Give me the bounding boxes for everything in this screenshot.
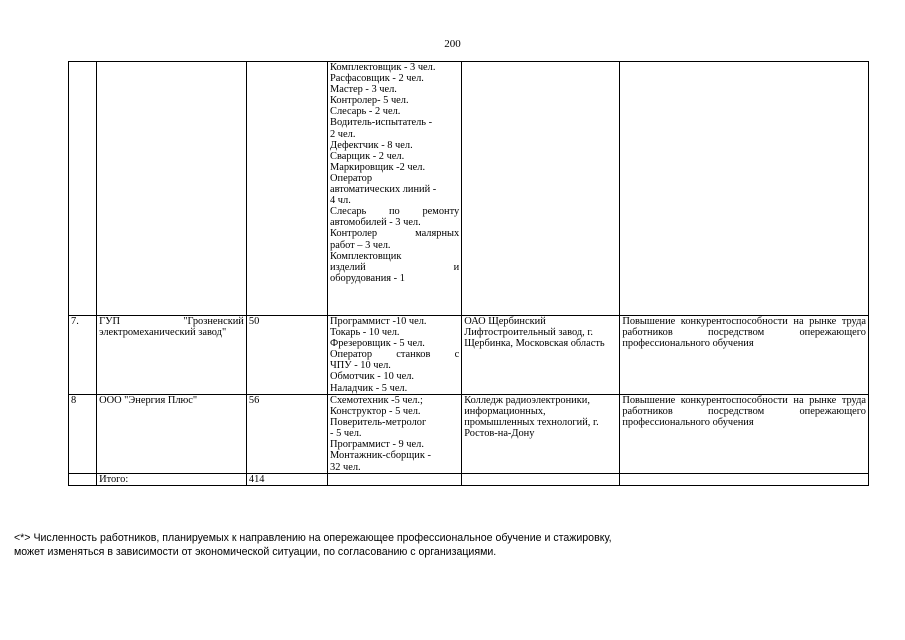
profession-line: Фрезеровщик - 5 чел. [330, 338, 425, 350]
profession-line: Мастер - 3 чел. [330, 84, 397, 96]
profession-line: Оператор станков с [330, 349, 460, 361]
profession-line: Контролер малярных [330, 228, 460, 240]
cell-org: ГУП "Грозненский электромеханический завод" [97, 316, 247, 395]
cell-org [97, 62, 247, 316]
profession-line: Сварщик - 2 чел. [330, 150, 405, 162]
cell-num: 8 [69, 395, 97, 474]
cell-training-org [462, 474, 620, 486]
profession-line: автомобилей - 3 чел. [330, 217, 421, 229]
total-value: 414 [246, 474, 327, 486]
profession-line: Обмотчик - 10 чел. [330, 371, 414, 383]
profession-line: Слесарь по ремонту [330, 206, 460, 218]
cell-professions [328, 395, 462, 474]
profession-line: оборудования - 1 [330, 272, 405, 284]
cell-num [69, 62, 97, 316]
table-row-7 [69, 316, 869, 395]
cell-professions [328, 474, 462, 486]
profession-line: Контролер- 5 чел. [330, 95, 409, 107]
profession-line: 2 чел. [330, 128, 356, 140]
table-row-continued [69, 62, 869, 316]
profession-line: Комплектовщик - 3 чел. [330, 62, 436, 73]
profession-line: 32 чел. [330, 461, 361, 473]
footnote [14, 531, 612, 559]
profession-line: Программист - 9 чел. [330, 439, 424, 451]
profession-line: - 5 чел. [330, 428, 362, 440]
profession-line: ЧПУ - 10 чел. [330, 360, 391, 372]
cell-goal: Повышение конкурентоспособности на рынке труда работников посредством опережающего профессионального обучения [620, 395, 869, 474]
training-table [68, 61, 869, 486]
cell-goal: Повышение конкурентоспособности на рынке труда работников посредством опережающего профессионального обучения [620, 316, 869, 395]
footnote-line-1: <*> Численность работников, планируемых к направлению на опережающее профессиональное обучение и стажировку, [14, 532, 612, 544]
page-number: 200 [444, 38, 461, 50]
profession-line: Водитель-испытатель - [330, 117, 433, 129]
profession-line: 4 чл. [330, 195, 351, 207]
cell-training-org: Колледж радиоэлектроники, информационных, промышленных технологий, г. Ростов-на-Дону [462, 395, 620, 474]
cell-training-org: ОАО Щербинский Лифтостроительный завод, г. Щербинка, Московская область [462, 316, 620, 395]
cell-goal [620, 62, 869, 316]
profession-line: Конструктор - 5 чел. [330, 406, 421, 418]
cell-professions [328, 316, 462, 395]
profession-line: Комплектовщик [330, 250, 402, 262]
cell-org: ООО "Энергия Плюс" [97, 395, 247, 474]
profession-line: Схемотехник -5 чел.; [330, 395, 423, 406]
table-row-total [69, 474, 869, 486]
total-label: Итого: [97, 474, 247, 486]
profession-line: Программист -10 чел. [330, 316, 427, 327]
profession-line: Наладчик - 5 чел. [330, 382, 408, 394]
table-row-8 [69, 395, 869, 474]
profession-line: изделий и [330, 261, 460, 273]
profession-line: Оператор [330, 172, 373, 184]
profession-line: Маркировщик -2 чел. [330, 161, 426, 173]
cell-num: 7. [69, 316, 97, 395]
cell-professions [328, 62, 462, 316]
profession-line: Расфасовщик - 2 чел. [330, 73, 424, 85]
profession-line: автоматических линий - [330, 184, 437, 196]
cell-num [69, 474, 97, 486]
cell-training-org [462, 62, 620, 316]
profession-line: Токарь - 10 чел. [330, 327, 400, 339]
footnote-line-2: может изменяться в зависимости от экономической ситуации, по согласованию с организациями. [14, 546, 497, 558]
cell-count [246, 62, 327, 316]
cell-count: 50 [246, 316, 327, 395]
profession-line: работ – 3 чел. [330, 239, 391, 251]
profession-line: Поверитель-метролог [330, 417, 427, 429]
cell-goal [620, 474, 869, 486]
cell-count: 56 [246, 395, 327, 474]
profession-line: Монтажник-сборщик - [330, 450, 431, 462]
profession-line: Дефектчик - 8 чел. [330, 139, 413, 151]
profession-line: Слесарь - 2 чел. [330, 106, 401, 118]
